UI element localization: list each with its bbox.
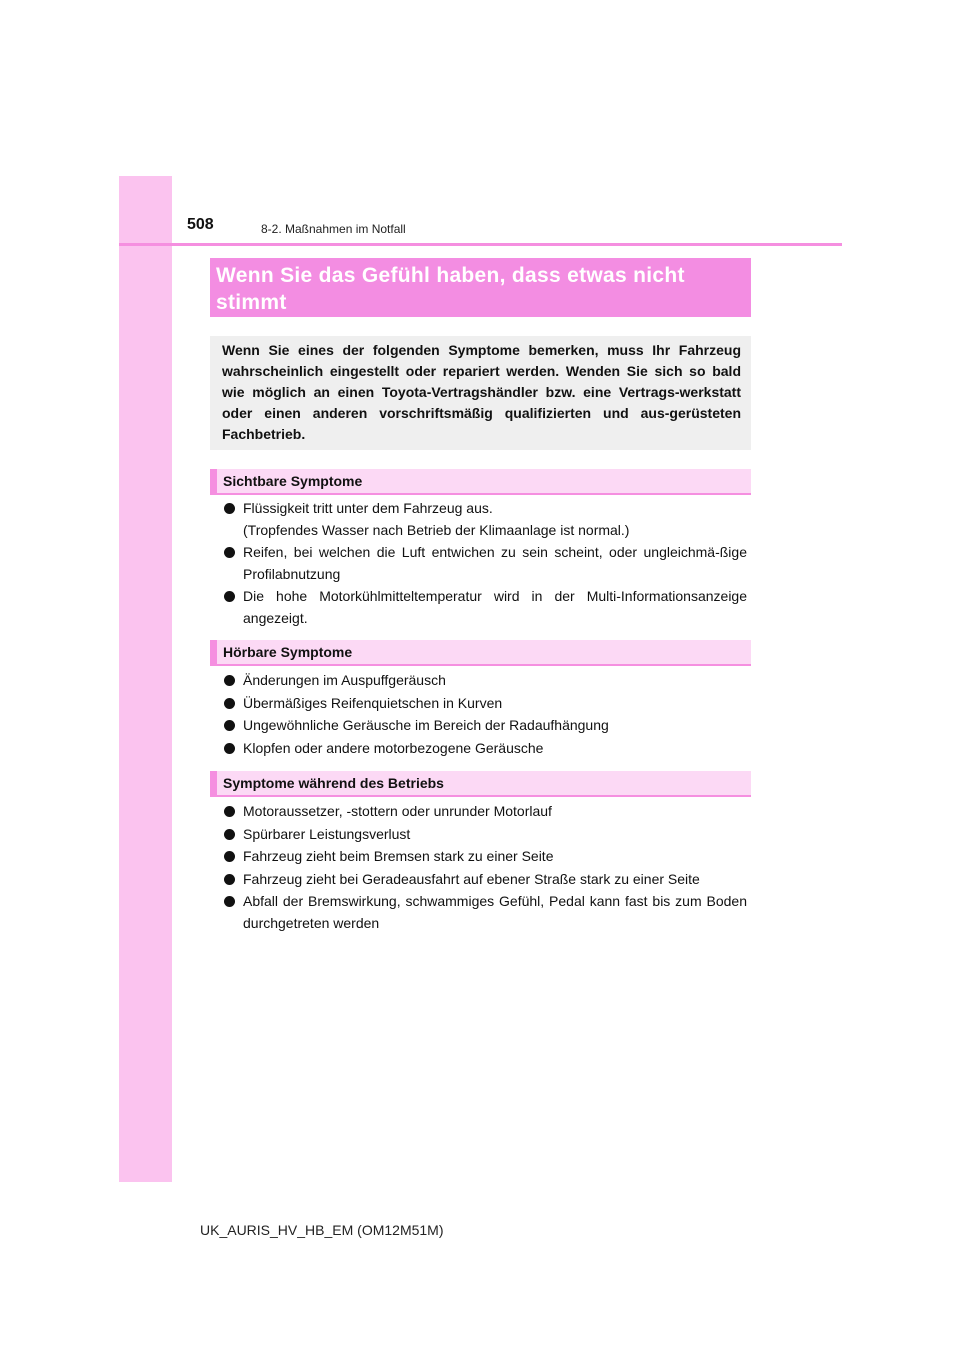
list-item: Die hohe Motorkühlmitteltemperatur wird in der Multi-Informationsanzeige angezeigt.	[224, 586, 747, 629]
operating-symptoms-list	[224, 801, 747, 935]
bullet-icon	[224, 829, 235, 840]
list-item: Flüssigkeit tritt unter dem Fahrzeug aus. (Tropfendes Wasser nach Betrieb der Klimaanlage ist normal.)	[224, 498, 747, 541]
document-code: UK_AURIS_HV_HB_EM (OM12M51M)	[200, 1222, 444, 1238]
page-number: 508	[187, 216, 214, 233]
page-title: Wenn Sie das Gefühl haben, dass etwas nicht stimmt	[216, 264, 685, 314]
list-item: Abfall der Bremswirkung, schwammiges Gefühl, Pedal kann fast bis zum Boden durchgetreten werden	[224, 891, 747, 934]
bullet-icon	[224, 874, 235, 885]
intro-text: Wenn Sie eines der folgenden Symptome bemerken, muss Ihr Fahrzeug wahrscheinlich eingestellt oder repariert werden. Wenden Sie sich so bald wie möglich an einen Toyota-Vertragshändler bzw. eine Vertrags-werkstatt oder einen anderen vorschriftsmäßig qualifizierten und aus-gerüsteten Fachbetrieb.	[222, 342, 741, 442]
bullet-icon	[224, 675, 235, 686]
list-item: Klopfen oder andere motorbezogene Geräusche	[224, 738, 747, 760]
section-heading-label: Symptome während des Betriebs	[223, 775, 444, 791]
list-item: Übermäßiges Reifenquietschen in Kurven	[224, 693, 747, 715]
bullet-icon	[224, 503, 235, 514]
list-item: Reifen, bei welchen die Luft entwichen zu sein scheint, oder ungleichmä-ßige Profilabnutzung	[224, 542, 747, 585]
chapter-side-band	[119, 176, 172, 1182]
section-heading-audible-symptoms	[210, 640, 751, 666]
audible-symptoms-list	[224, 670, 747, 760]
list-item: Ungewöhnliche Geräusche im Bereich der Radaufhängung	[224, 715, 747, 737]
visible-symptoms-list	[224, 498, 747, 630]
list-item: Spürbarer Leistungsverlust	[224, 824, 747, 846]
bullet-icon	[224, 591, 235, 602]
list-item: Motoraussetzer, -stottern oder unrunder Motorlauf	[224, 801, 747, 823]
page-title-box	[210, 258, 751, 317]
section-heading-visible-symptoms	[210, 469, 751, 495]
intro-box	[210, 336, 751, 450]
bullet-icon	[224, 743, 235, 754]
header-rule	[119, 243, 842, 246]
list-item: Fahrzeug zieht beim Bremsen stark zu einer Seite	[224, 846, 747, 868]
list-item: Änderungen im Auspuffgeräusch	[224, 670, 747, 692]
bullet-icon	[224, 547, 235, 558]
bullet-icon	[224, 720, 235, 731]
bullet-icon	[224, 698, 235, 709]
bullet-icon	[224, 806, 235, 817]
section-heading-label: Hörbare Symptome	[223, 644, 353, 660]
bullet-icon	[224, 896, 235, 907]
section-heading-label: Sichtbare Symptome	[223, 473, 363, 489]
list-item: Fahrzeug zieht bei Geradeausfahrt auf ebener Straße stark zu einer Seite	[224, 869, 747, 891]
section-heading-operating-symptoms	[210, 771, 751, 797]
bullet-icon	[224, 851, 235, 862]
section-reference: 8-2. Maßnahmen im Notfall	[261, 222, 406, 236]
